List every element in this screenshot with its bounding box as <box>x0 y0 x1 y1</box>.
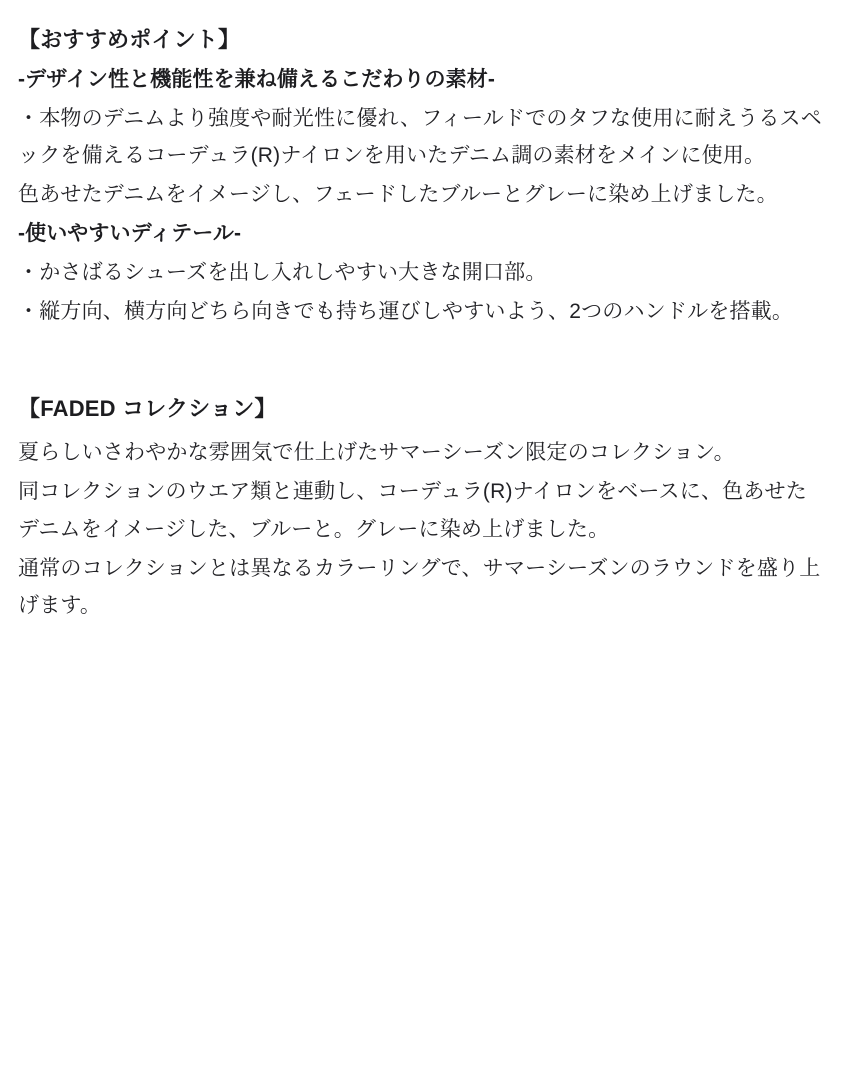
paragraph-summer-season: 夏らしいさわやかな雰囲気で仕上げたサマーシーズン限定のコレクション。 <box>18 440 735 464</box>
sub-heading-details: -使いやすいディテール- <box>18 221 242 245</box>
paragraph-large-opening: ・かさばるシューズを出し入れしやすい大きな開口部。 <box>18 260 547 284</box>
paragraph-wear-linkage: 同コレクションのウエア類と連動し、コーデュラ(R)ナイロンをベースに、色あせたデニムをイメージした、ブルーと。グレーに染め上げました。 <box>18 480 807 541</box>
section-recommend-points <box>18 22 828 331</box>
section-heading-faded-collection: 【FADED コレクション】 <box>18 395 277 421</box>
paragraph-two-handles: ・縦方向、横方向どちら向きでも持ち運びしやすいよう、2つのハンドルを搭載。 <box>18 300 794 324</box>
section-spacer <box>18 333 828 391</box>
paragraph-cordura-material: ・本物のデニムより強度や耐光性に優れ、フィールドでのタフな使用に耐えうるスペックを備えるコーデュラ(R)ナイロンを用いたデニム調の素材をメインに使用。 <box>18 106 822 168</box>
sub-heading-material: -デザイン性と機能性を兼ね備えるこだわりの素材- <box>18 67 495 91</box>
section-heading-recommend-points: 【おすすめポイント】 <box>18 27 241 52</box>
paragraph-faded-denim-color: 色あせたデニムをイメージし、フェードしたブルーとグレーに染め上げました。 <box>18 183 778 207</box>
section-faded-collection <box>18 391 828 625</box>
paragraph-coloring: 通常のコレクションとは異なるカラーリングで、サマーシーズンのラウンドを盛り上げます。 <box>18 557 821 618</box>
